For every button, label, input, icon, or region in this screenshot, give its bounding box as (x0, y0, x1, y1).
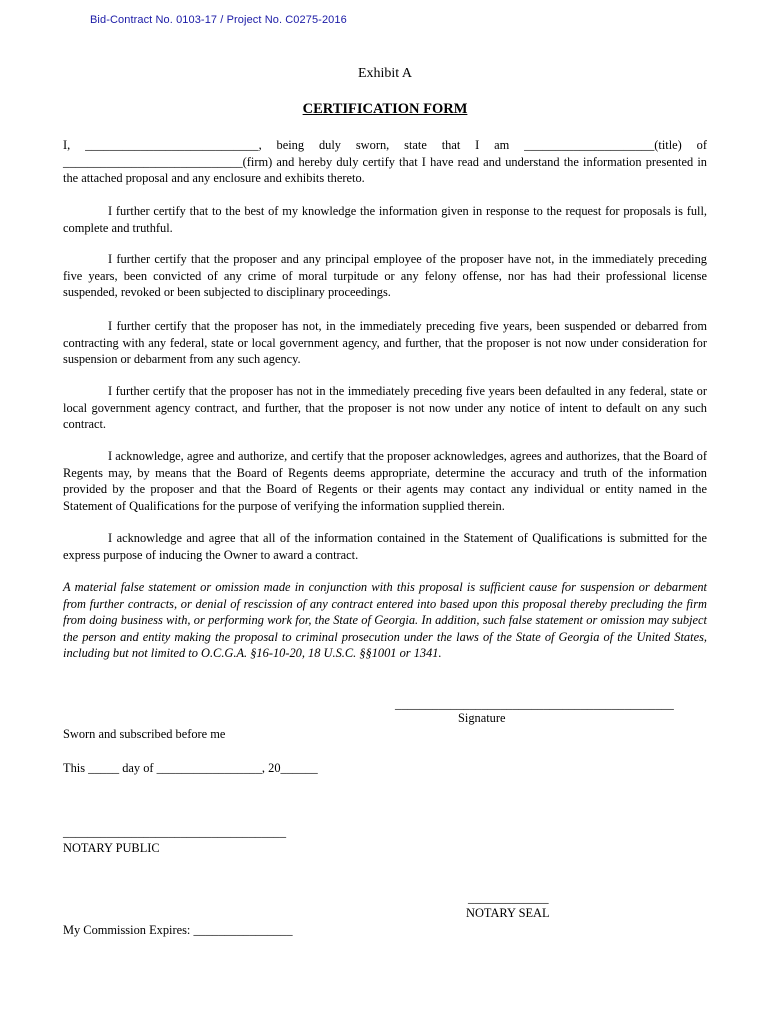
exhibit-label: Exhibit A (357, 66, 413, 81)
signature-label: Signature (458, 711, 506, 725)
certification-paragraph: I further certify that the proposer has not, in the immediately preceding five years, been suspended or debarred from contracting with any federal, state or local government agency, and further, that the proposer is not now under consideration for suspension or debarment from any such agency. (63, 319, 707, 366)
page-title: CERTIFICATION FORM (302, 101, 468, 117)
notary-seal-label: NOTARY SEAL (466, 906, 550, 920)
certification-paragraph: I, ____________________________, being duly sworn, state that I am _____________________(title) of _____________________________(firm) and hereby duly certify that I have read and understand the information presented in the attached proposal and any enclosure and exhibits thereto. (63, 138, 707, 185)
certification-paragraph: I further certify that to the best of my knowledge the information given in response to the request for proposals is full, complete and truthful. (63, 204, 707, 235)
certification-paragraph: I acknowledge, agree and authorize, and certify that the proposer acknowledges, agrees and authorizes, that the Board of Regents may, by means that the Board of Regents deems appropriate, determine the accuracy and truth of the information provided by the proposer and that the Board of Regents or their agents may contact any individual or entity named in the Statement of Qualifications for the purpose of verifying the information supplied therein. (63, 449, 707, 513)
notary-seal-line: _____________ (468, 891, 549, 905)
commission-expires-field[interactable]: My Commission Expires: ________________ (63, 923, 293, 937)
certification-paragraph: I acknowledge and agree that all of the information contained in the Statement of Qualifications is submitted for the express purpose of inducing the Owner to award a contract. (63, 531, 707, 562)
date-field[interactable]: This _____ day of _________________, 20______ (63, 761, 318, 775)
notary-public-label: NOTARY PUBLIC (63, 841, 160, 855)
notary-public-signature-line[interactable]: ____________________________________ (63, 825, 287, 839)
false-statement-warning: A material false statement or omission made in conjunction with this proposal is sufficient cause for suspension or debarment from further contracts, or denial of rescission of any contract entered into based upon this proposal thereby precluding the firm from doing business with, or performing work for, the State of Georgia. In addition, such false statement or omission may subject the person and entity making the proposal to criminal prosecution under the laws of the State of Georgia of the United States, including but not limited to O.C.G.A. §16-10-20, 18 U.S.C. §§1001 or 1341. (63, 580, 707, 660)
signature-line[interactable]: _____________________________________________ (395, 697, 674, 711)
certification-paragraph: I further certify that the proposer has not in the immediately preceding five years been defaulted in any federal, state or local government agency contract, and further, that the proposer is not now under any notice of intent to default on any such contract. (63, 384, 707, 431)
contract-reference: Bid-Contract No. 0103-17 / Project No. C0275-2016 (90, 14, 347, 26)
certification-paragraph: I further certify that the proposer and any principal employee of the proposer have not, in the immediately preceding five years, been convicted of any crime of moral turpitude or any felony offense, nor has had their professional license suspended, revoked or been subjected to disciplinary proceedings. (63, 252, 707, 299)
sworn-text: Sworn and subscribed before me (63, 727, 226, 741)
